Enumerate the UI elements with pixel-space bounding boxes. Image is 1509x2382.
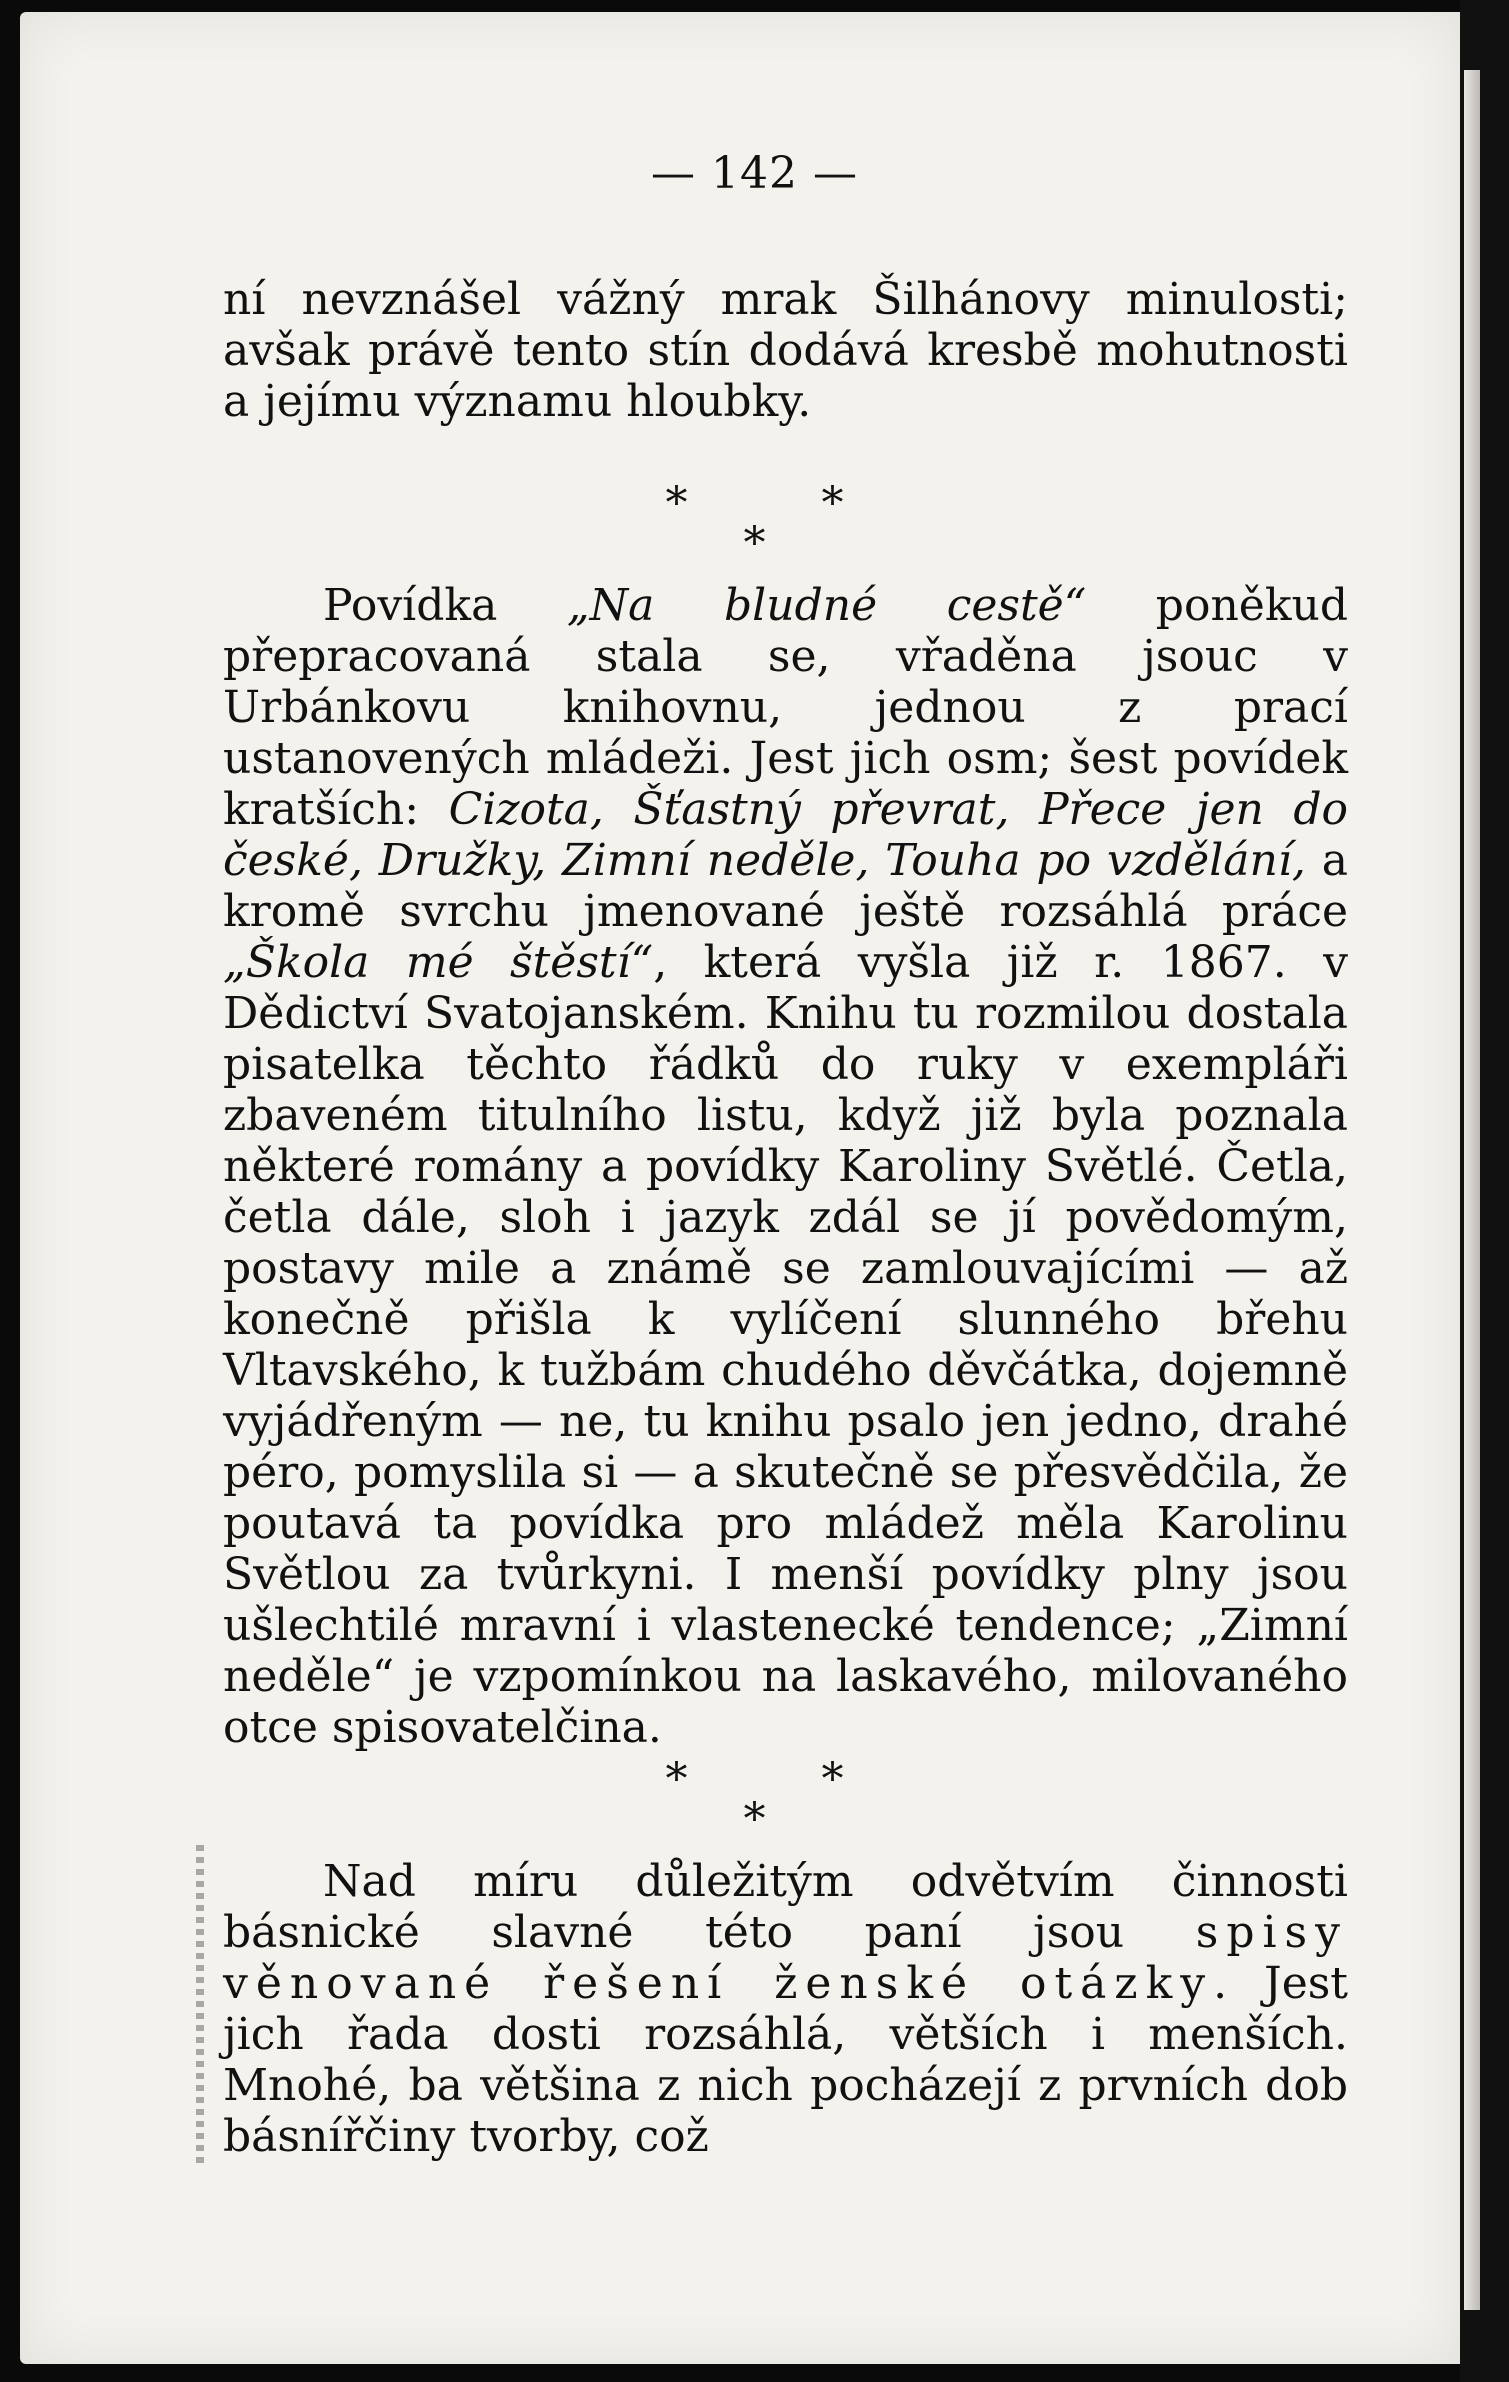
separator-2-top: * * xyxy=(665,1754,904,1805)
paragraph-3-text xyxy=(223,1856,1348,2162)
titles-list: Cizota, Šťastný převrat, Přece jen do české, Družky, Zimní neděle, Touha po vzdělání, xyxy=(223,784,1348,886)
section-separator-1 xyxy=(0,478,1509,569)
separator-2-bottom: * xyxy=(743,1794,766,1845)
title-na-bludne-ceste: „Na bludné cestě“ xyxy=(566,580,1087,631)
separator-1-bottom: * xyxy=(743,518,766,569)
paragraph-2-part-3: a kromě svrchu jmenované ještě rozsáhlá práce xyxy=(223,835,1349,937)
emphasized-spaced-text: spisy věnované řešení ženské otázky xyxy=(223,1907,1348,2009)
separator-1-top: * * xyxy=(665,478,904,529)
paragraph-1-text: ní nevznášel vážný mrak Šilhánovy minulosti; avšak právě tento stín dodává kresbě mohutnosti a jejímu významu hloubky. xyxy=(223,274,1348,427)
paragraph-continuation xyxy=(223,274,1348,427)
page-edge xyxy=(1460,0,1509,2382)
paragraph-3 xyxy=(223,1856,1348,2162)
paragraph-2-part-4: , která vyšla již r. 1867. v Dědictví Svatojanském. Knihu tu rozmilou dostala pisatelka těchto řádků do ruky v exempláři zbaveném titulního listu, když již byla poznala některé romány a povídky Karoliny Světlé. Četla, četla dále, sloh i jazyk zdál se jí povědomým, postavy mile a známě se zamlouvajícími — až konečně přišla k vylíčení slunného břehu Vltavského, k tužbám chudého děvčátka, dojemně vyjádřeným — ne, tu knihu psalo jen jedno, drahé péro, pomyslila si — a skutečně se přesvědčila, že poutavá ta povídka pro mládež měla Karolinu Světlou za tvůrkyni. I menší povídky plny jsou ušlechtilé mravní i vlastenecké tendence; „Zimní neděle“ je vzpomínkou na laskavého, milovaného otce spisovatelčina. xyxy=(223,937,1348,1753)
paragraph-2 xyxy=(223,580,1348,1753)
paragraph-2-part-1: Povídka xyxy=(323,580,567,631)
paragraph-2-part-2: poněkud přepracovaná stala se, vřaděna jsouc v Urbánkovu knihovnu, jednou z prací ustanovených mládeži. Jest jich osm; šest povídek kratších: xyxy=(223,580,1348,835)
paragraph-3-part-2: . Jest jich řada dosti rozsáhlá, větších i menších. Mnohé, ba většina z nich pocházejí z prvních dob básnířčiny tvorby, což xyxy=(223,1958,1348,2162)
paragraph-2-text xyxy=(223,580,1348,1753)
paragraph-3-part-1: Nad míru důležitým odvětvím činnosti básnické slavné této paní jsou xyxy=(223,1856,1348,1958)
page-number: — 142 — xyxy=(651,148,858,199)
section-separator-2 xyxy=(0,1754,1509,1845)
title-skola-me-stesti: „Škola mé štěstí“ xyxy=(223,937,654,988)
margin-pencil-mark xyxy=(196,1845,204,2165)
page-edge-strip xyxy=(1464,70,1480,2310)
